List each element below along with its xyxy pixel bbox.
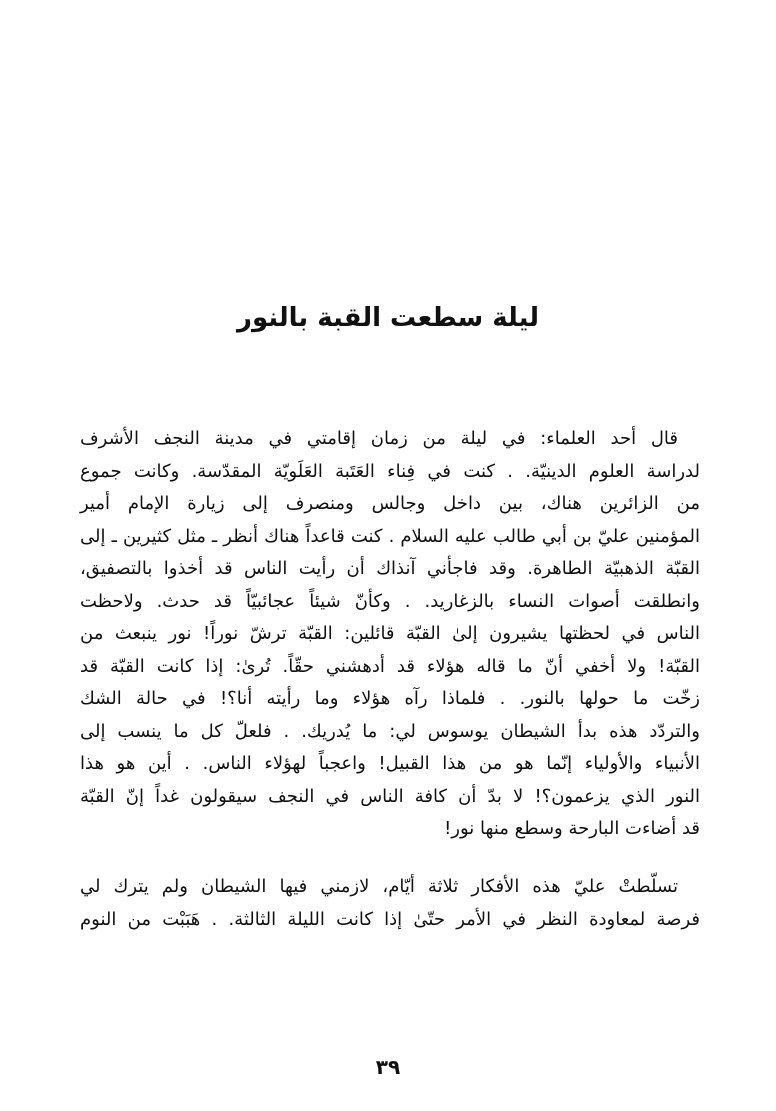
page-number: ٣٩ — [375, 1055, 401, 1079]
text-line: الأنبياء والأولياء إنّما هو من هذا القبيل! واعجباً لهؤلاء الناس. . أين هو هذا — [80, 753, 700, 774]
text-line: والتردّد هذه بدأ الشيطان يوسوس لي: ما يُدريك. . فلعلّ كل ما ينسب إلى — [80, 720, 700, 742]
text-line: النور الذي يزعمون؟! لا بدّ أن كافة الناس في النجف سيقولون غداً إنّ القبّة — [80, 785, 700, 807]
text-line: لدراسة العلوم الدينيّة. . كنت في فِناء العَتَبة العَلَويّة المقدّسة. وكانت جموع — [80, 460, 700, 482]
text-line: المؤمنين عليّ بن أبي طالب عليه السلام . كنت قاعداً هناك أنظر ـ مثل كثيرين ـ إلى — [80, 525, 700, 547]
text-line: زخّت ما حولها بالنور. . فلماذا رآه هؤلاء وما رأيته أنا؟! في حالة الشك — [80, 688, 700, 709]
text-line: الناس في لحظتها يشيرون إلىٰ القبّة قائلين: القبّة ترشّ نوراً! نور ينبعث من — [80, 623, 700, 644]
text-line: وانطلقت أصوات النساء بالزغاريد. . وكأنّ شيئاً عجائبيّاً قد حدث. ولاحظت — [80, 590, 700, 612]
text-line: تسلّطتْ عليّ هذه الأفكار ثلاثة أيّام، لازمني فيها الشيطان ولم يترك لي — [80, 876, 678, 897]
chapter-title: ليلة سطعت القبة بالنور — [237, 303, 539, 333]
text-line: القبّة الذهبيّة الطاهرة. وقد فاجأني آنذاك أن رأيت الناس قد أخذوا بالتصفيق، — [80, 558, 700, 579]
text-line: قد أضاءت البارحة وسطع منها نور! — [444, 818, 700, 839]
text-line: قال أحد العلماء: في ليلة من زمان إقامتي في مدينة النجف الأشرف — [80, 428, 678, 449]
text-line: القبّة! ولا أخفي أنّ ما قاله هؤلاء قد أدهشني حقّاً. تُرىٰ: إذا كانت القبّة قد — [80, 655, 700, 677]
text-line: فرصة لمعاودة النظر في الأمر حتّىٰ إذا كانت الليلة الثالثة. . هَبَبْت من النوم — [80, 908, 700, 930]
text-line: من الزائرين هناك، بين داخل وجالس ومنصرف إلى زيارة الإمام أمير — [80, 493, 700, 514]
